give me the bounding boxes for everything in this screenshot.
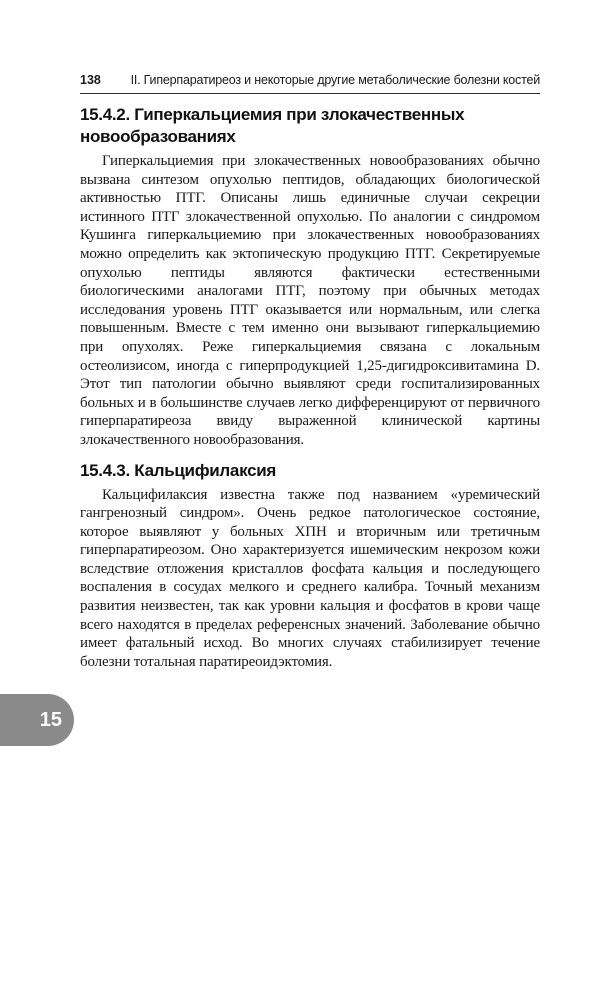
page-number: 138 [80, 73, 101, 87]
chapter-thumb-tab: 15 [0, 694, 74, 746]
page-content [80, 104, 540, 671]
section-body-15-4-3: Кальцифилаксия известна также под названием «уремический гангренозный синдром». Очень редкое патологическое состояние, которое выявляют у больных ХПН и вторичным или третичным гиперпаратиреозом. Оно характеризуется ишемическим некрозом кожи вследствие отложения кристаллов фосфата кальция и последующего воспаления в сосудах мелкого и среднего калибра. Точный механизм развития неизвестен, так как уровни кальция и фосфатов в крови чаще всего находятся в пределах референсных значений. Заболевание обычно имеет фатальный исход. Во многих случаях стабилизирует течение болезни тотальная паратиреоидэктомия. [80, 486, 540, 670]
section-heading-15-4-3: 15.4.3. Кальцифилаксия [80, 460, 276, 480]
section-body-15-4-2: Гиперкальциемия при злокачественных новообразованиях обычно вызвана синтезом опухолью пептидов, обладающих биологической активностью ПТГ. Описаны лишь единичные случаи секреции истинного ПТГ злокачественной опухолью. По аналогии с синдромом Кушинга гиперкальциемию при злокачественных новообразованиях можно определить как эктопическую продукцию ПТГ. Секретируемые опухолью пептиды являются фактически естественными биологическими аналогами ПТГ, поэтому при обычных методах исследования уровень ПТГ оказывается или нормальным, или слегка повышенным. Вместе с тем именно они вызывают гиперкальциемию при опухолях. Реже гиперкальциемия связана с локальным остеолизисом, иногда с гиперпродукцией 1,25-дигидроксивитамина D. Этот тип патологии обычно выявляют среди госпитализированных больных и в большинстве случаев легко дифференцируют от первичного гиперпаратиреоза ввиду выраженной клинической картины злокачественного новообразования. [80, 153, 540, 448]
section-heading-15-4-2: 15.4.2. Гиперкальциемия при злокачественных новообразованиях [80, 105, 465, 146]
page-header [80, 71, 540, 94]
running-title: II. Гиперпаратиреоз и некоторые другие метаболические болезни костей [130, 73, 540, 87]
